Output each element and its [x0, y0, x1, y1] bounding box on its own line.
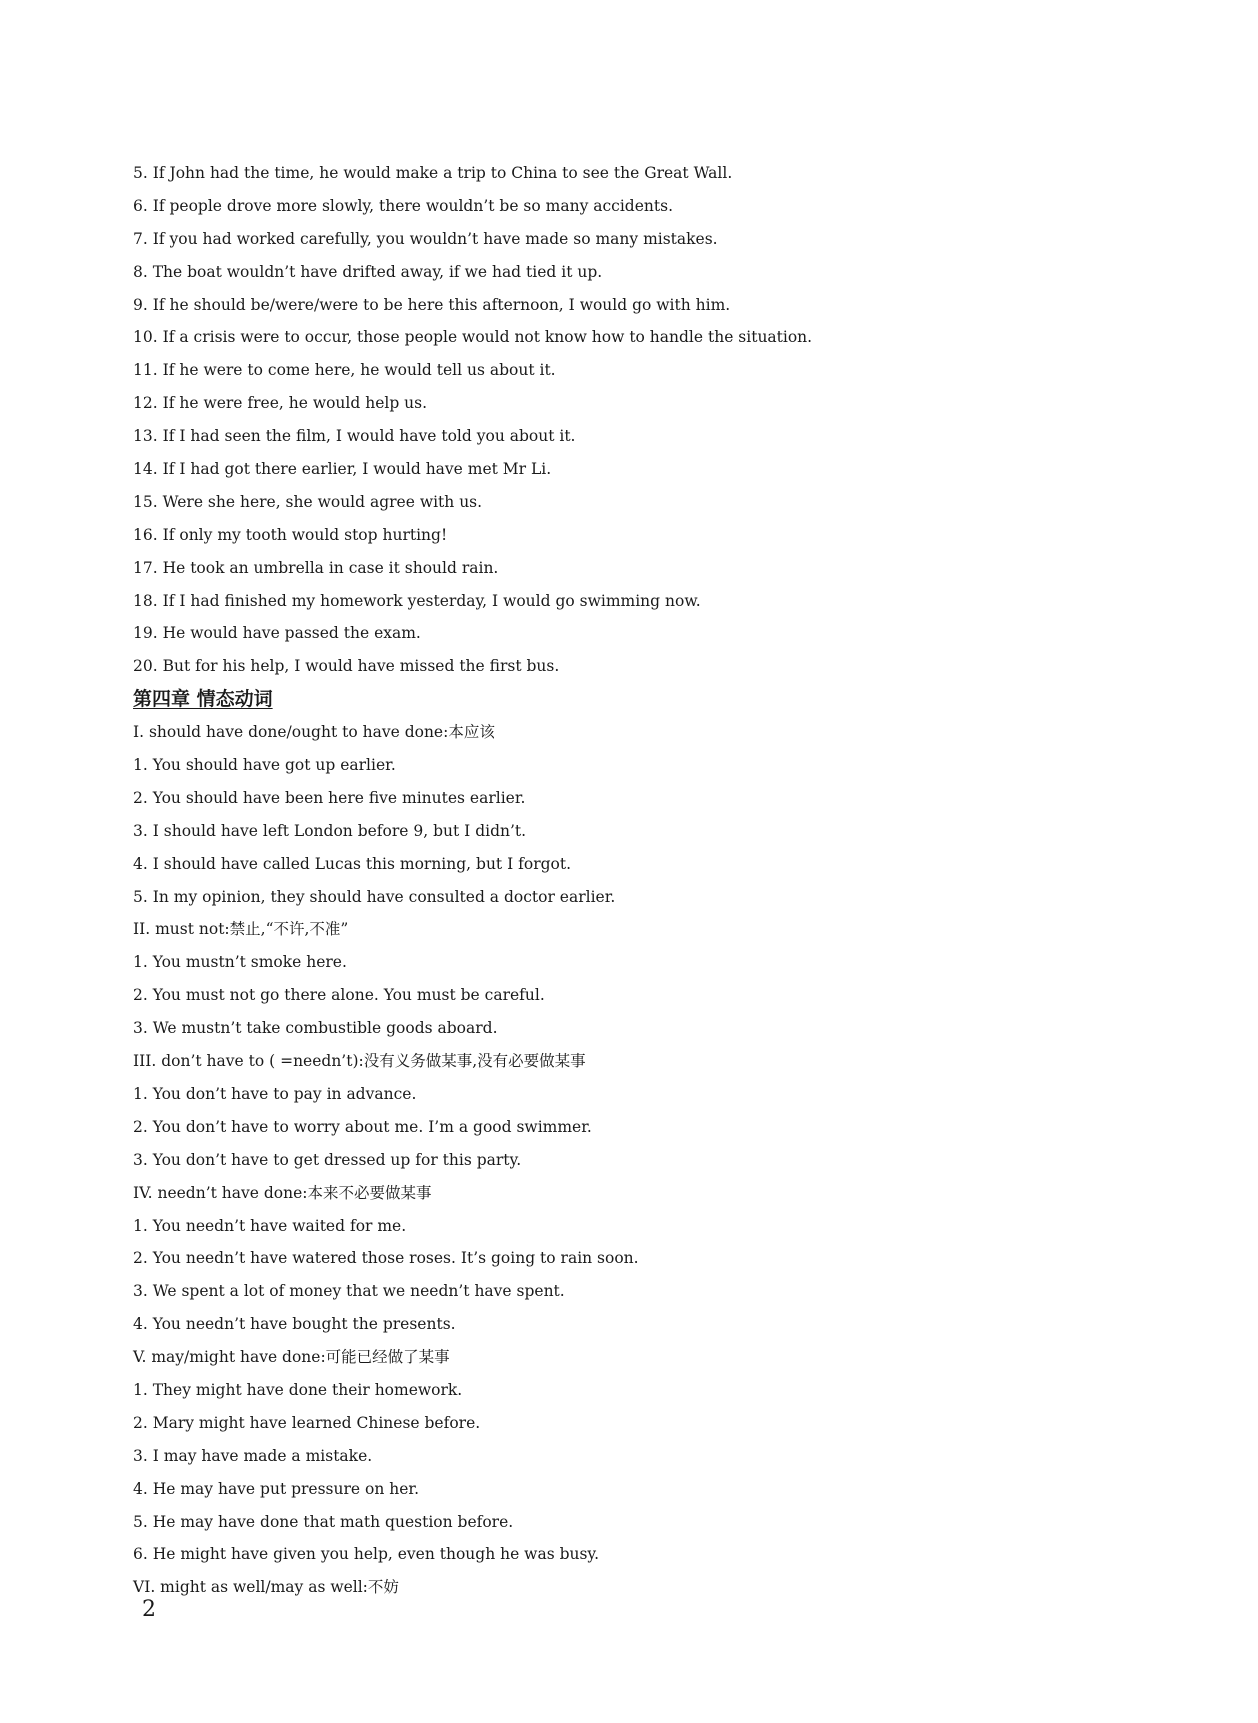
- example-sentence: 8. The boat wouldn’t have drifted away, if we had tied it up.: [133, 262, 603, 281]
- example-sentence: 20. But for his help, I would have missed the first bus.: [133, 657, 560, 676]
- example-sentence: 15. Were she here, she would agree with us.: [133, 492, 483, 511]
- example-sentence: 1. You mustn’t smoke here.: [133, 953, 347, 972]
- example-sentence: 5. He may have done that math question before.: [133, 1512, 514, 1531]
- section-heading: II. must not:禁止,“不许,不准”: [133, 920, 349, 939]
- example-sentence: 5. If John had the time, he would make a trip to China to see the Great Wall.: [133, 164, 733, 182]
- example-sentence: 19. He would have passed the exam.: [133, 624, 421, 643]
- section-heading: I. should have done/ought to have done:本应该: [133, 723, 495, 742]
- example-sentence: 11. If he were to come here, he would tell us about it.: [133, 361, 556, 380]
- example-sentence: 4. He may have put pressure on her.: [133, 1479, 420, 1498]
- example-sentence: 1. They might have done their homework.: [133, 1380, 463, 1399]
- example-sentence: 14. If I had got there earlier, I would have met Mr Li.: [133, 460, 552, 479]
- example-sentence: 4. You needn’t have bought the presents.: [133, 1315, 456, 1334]
- example-sentence: 3. We mustn’t take combustible goods aboard.: [133, 1019, 498, 1038]
- chapter-heading: 第四章 情态动词: [133, 688, 273, 711]
- example-sentence: 1. You should have got up earlier.: [133, 756, 396, 775]
- document-body: [133, 157, 1133, 1604]
- example-sentence: 17. He took an umbrella in case it should rain.: [133, 558, 499, 577]
- example-sentence: 1. You don’t have to pay in advance.: [133, 1084, 417, 1103]
- example-sentence: 1. You needn’t have waited for me.: [133, 1216, 407, 1235]
- section-heading: VI. might as well/may as well:不妨: [133, 1578, 399, 1597]
- example-sentence: 6. If people drove more slowly, there wouldn’t be so many accidents.: [133, 196, 673, 215]
- example-sentence: 2. Mary might have learned Chinese before.: [133, 1413, 481, 1432]
- section-heading: IV. needn’t have done:本来不必要做某事: [133, 1183, 432, 1202]
- example-sentence: 10. If a crisis were to occur, those people would not know how to handle the situation.: [133, 328, 813, 347]
- example-sentence: 12. If he were free, he would help us.: [133, 394, 428, 413]
- example-sentence: 18. If I had finished my homework yesterday, I would go swimming now.: [133, 591, 701, 610]
- example-sentence: 9. If he should be/were/were to be here this afternoon, I would go with him.: [133, 295, 731, 314]
- example-sentence: 3. I should have left London before 9, but I didn’t.: [133, 821, 527, 840]
- example-sentence: 4. I should have called Lucas this morning, but I forgot.: [133, 854, 572, 873]
- page-number: 2: [142, 1597, 156, 1622]
- example-sentence: 2. You must not go there alone. You must be careful.: [133, 986, 545, 1005]
- section-heading: V. may/might have done:可能已经做了某事: [133, 1348, 450, 1367]
- example-sentence: 2. You should have been here five minutes earlier.: [133, 788, 526, 807]
- section-heading: III. don’t have to ( =needn’t):没有义务做某事,没有必要做某事: [133, 1052, 586, 1071]
- example-sentence: 3. I may have made a mistake.: [133, 1446, 373, 1465]
- example-sentence: 13. If I had seen the film, I would have told you about it.: [133, 427, 576, 446]
- example-sentence: 2. You don’t have to worry about me. I’m a good swimmer.: [133, 1117, 592, 1136]
- example-sentence: 3. You don’t have to get dressed up for this party.: [133, 1150, 522, 1169]
- example-sentence: 16. If only my tooth would stop hurting!: [133, 525, 448, 544]
- example-sentence: 7. If you had worked carefully, you wouldn’t have made so many mistakes.: [133, 229, 718, 248]
- example-sentence: 6. He might have given you help, even though he was busy.: [133, 1545, 600, 1564]
- example-sentence: 3. We spent a lot of money that we needn’t have spent.: [133, 1282, 565, 1301]
- example-sentence: 2. You needn’t have watered those roses. It’s going to rain soon.: [133, 1249, 639, 1268]
- example-sentence: 5. In my opinion, they should have consulted a doctor earlier.: [133, 887, 616, 906]
